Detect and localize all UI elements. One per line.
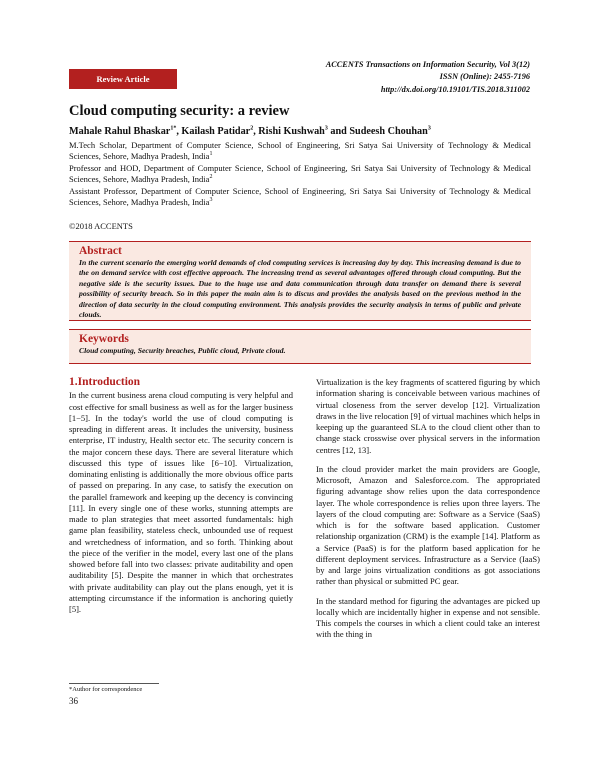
author-sup: 3 — [427, 125, 431, 132]
author-sup: 2 — [250, 125, 254, 132]
abstract-heading: Abstract — [79, 245, 122, 257]
author-name: Kailash Patidar — [181, 126, 251, 137]
journal-info — [326, 59, 530, 96]
author-name: Mahale Rahul Bhaskar — [69, 126, 171, 137]
footnote-divider — [69, 683, 159, 684]
right-column — [316, 377, 540, 649]
keywords-heading: Keywords — [79, 333, 129, 345]
copyright-notice: ©2018 ACCENTS — [69, 221, 133, 231]
page-number: 36 — [69, 696, 78, 706]
author-sup: 1* — [170, 125, 177, 132]
affiliation: Assistant Professor, Department of Computer Science, School of Engineering, Sri Satya Sai University of Technology & Medical Sciences, Sehore, Madhya Pradesh, India$^3$ — [69, 185, 531, 208]
author-name: Sudeesh Chouhan — [349, 126, 428, 137]
body-paragraph: Virtualization is the key fragments of scattered figuring by which information sharing is conceivable between various machines of virtual closeness from the server develop [12]. Virtualization draws in the live relocation [9] of virtual machines which helps in keeping up the guaranteed SLA to the cloud client other than to change stack crosswise over physical servers in the information centres [12, 13]. — [316, 377, 541, 455]
author-separator: , — [253, 126, 259, 137]
affiliation: M.Tech Scholar, Department of Computer Science, School of Engineering, Sri Satya Sai University of Technology & Medical Sciences, Sehore, Madhya Pradesh, India$^1$ — [69, 140, 531, 162]
article-type-badge: Review Article — [69, 69, 177, 89]
keywords-text: Cloud computing, Security breaches, Public cloud, Private cloud. — [79, 346, 286, 355]
body-paragraph: In the current business arena cloud computing is very helpful and cost effective for small business as well as for the larger business [1−5]. In the today's world the use of cloud computing is spreading in different areas. It includes the university, business enterprise, IT industry, Health sector etc. The security concern is the major concern these days. There are several literature which discussed this type of issues like [6−10]. Virtualization, dominating enlisting is additionally the more obvious office parts of passed on preparing. In any case, to satisfy the execution on the parallel framework and keeping up the decency is convincing [11]. In every single one of these works, stunning attempts are made to plan strategies that meet assorted fundamentals: high game plan feasibility, stateless check, unbounded use of request and wretchedness of information, and so forth. Thinking about the piece of the verifier in the model, every last one of the plans showed before fall into two classes: private auditability and open auditability [5]. Despite the manner in which that orchestrates with private auditability can play out the plans enough, yet it is attempting circumstance if the information is anchoring quietly [5]. — [69, 390, 293, 614]
left-column — [69, 377, 293, 623]
introduction-heading: 1.Introduction — [69, 376, 141, 388]
journal-name: ACCENTS Transactions on Information Security, Vol 3(12) — [325, 60, 530, 69]
author-name: Rishi Kushwah — [258, 126, 325, 137]
affiliations — [69, 140, 531, 208]
author-sup: 3 — [324, 125, 328, 132]
abstract-box — [69, 241, 531, 321]
body-paragraph: In the standard method for figuring the advantages are picked up locally which are incidentally higher in expense and not sensible. This compels the courses in which a client could take an interest with the thing in — [316, 595, 540, 640]
footnote: *Author for correspondence — [69, 686, 143, 693]
journal-doi[interactable]: http://dx.doi.org/10.19101/TIS.2018.311002 — [380, 84, 530, 94]
body-paragraph: In the cloud provider market the main providers are Google, Microsoft, Amazon and Salesforce.com. The appropriated figuring advantage show relies upon the data correspondence layer. The whole correspondence is relies upon three layers. The layers of the cloud computing are: Software as a Service (SaaS) which is for the software based application. Customer relationship organization (CRM) is the example [14]. Platform as a Service (PaaS) is for the platform based application for he different deployment services. Infrastructure as a Service (IaaS) by and large joins virtualization conditions as got associations rather than physical or submitted PC gear. — [316, 463, 540, 587]
author-list — [69, 126, 431, 137]
keywords-box — [69, 329, 531, 364]
paper-title: Cloud computing security: a review — [69, 103, 290, 119]
author-separator: and — [327, 126, 350, 137]
journal-issn: ISSN (Online): 2455-7196 — [439, 72, 530, 82]
abstract-text: In the current scenario the emerging world demands of clod computing services is increasing day by day. This increasing demand is due to the on demand service with cost effective approach. The increasing trend as several advantages offered through cloud computing. But the negative side is the security issues. Due to the huge use and data communication through data transfer on demand there is several possibility of security breach. So in this paper the main aim is to discus and provides the analysis based on the previous method in the direction of data security in the cloud computing environment. This analysis provides the security analysis in terms of public and private clouds. — [79, 258, 521, 320]
affiliation: Professor and HOD, Department of Computer Science, School of Engineering, Sri Satya Sai University of Technology & Medical Sciences, Sehore, Madhya Pradesh, India$^2$ — [69, 162, 531, 185]
author-separator: , — [176, 126, 182, 137]
